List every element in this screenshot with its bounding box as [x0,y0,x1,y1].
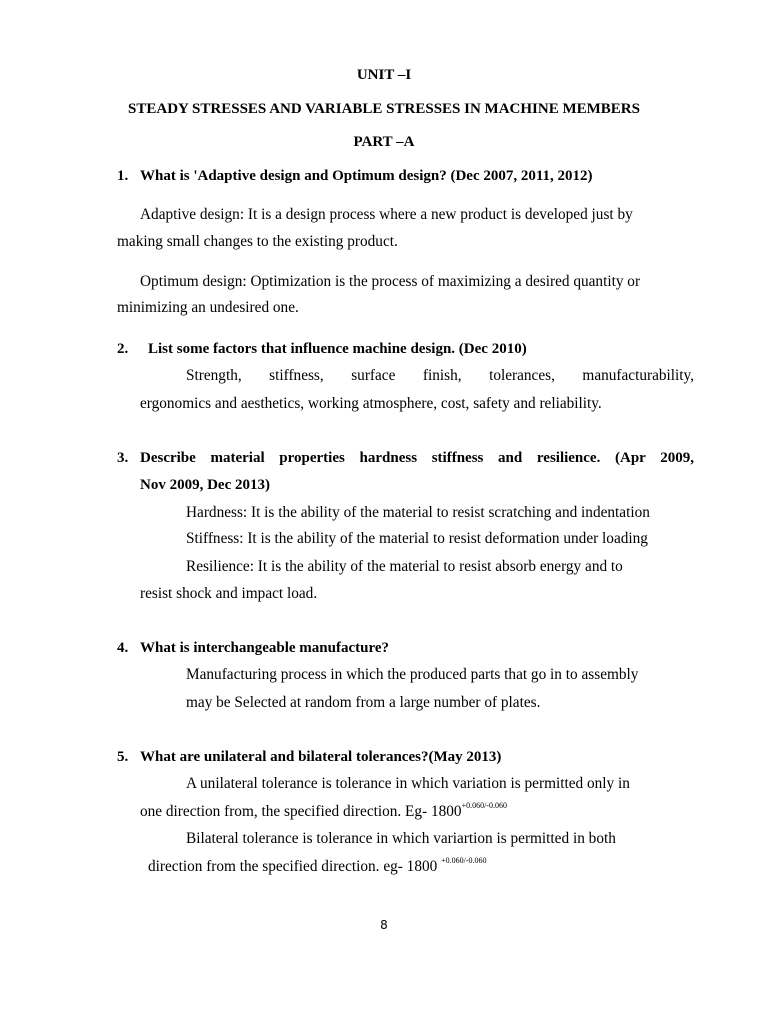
q5-bilateral-tolerance-superscript: +0.060/-0.060 [441,856,487,865]
q1-answer-adaptive-line1: Adaptive design: It is a design process where a new product is developed just by [140,206,633,223]
q4-question: What is interchangeable manufacture? [140,640,390,656]
q3-number: 3. [117,450,129,466]
q1-answer-adaptive-line2: making small changes to the existing product. [117,233,398,250]
q3-question-line1: Describe material properties hardness stiffness and resilience. (Apr 2009, [140,450,694,466]
q2-answer-line1: Strength, stiffness, surface finish, tolerances, manufacturability, [186,367,694,384]
unit-heading: UNIT –I [356,67,412,83]
q5-bilateral-line2 [148,858,487,876]
page-number: 8 [380,918,388,932]
q2-answer-line2: ergonomics and aesthetics, working atmosphere, cost, safety and reliability. [140,395,602,412]
q4-number: 4. [117,640,129,656]
q3-question-line2: Nov 2009, Dec 2013) [140,477,270,493]
q3-answer-hardness: Hardness: It is the ability of the material to resist scratching and indentation [186,504,650,521]
part-heading: PART –A [353,134,415,150]
q1-question: What is 'Adaptive design and Optimum design? (Dec 2007, 2011, 2012) [140,168,593,184]
q1-answer-optimum-line1: Optimum design: Optimization is the process of maximizing a desired quantity or [140,273,641,290]
q3-answer-stiffness: Stiffness: It is the ability of the material to resist deformation under loading [186,530,648,547]
q5-unilateral-line1: A unilateral tolerance is tolerance in which variation is permitted only in [186,775,630,792]
q5-unilateral-tolerance-superscript: +0.060/-0.060 [461,801,507,810]
q3-answer-resilience-line1: Resilience: It is the ability of the material to resist absorb energy and to [186,558,623,575]
q5-bilateral-example: direction from the specified direction. eg- 1800 [148,858,442,875]
q5-unilateral-example: one direction from, the specified direction. Eg- 1800 [140,803,462,820]
q3-answer-resilience-line2: resist shock and impact load. [140,585,318,602]
q5-number: 5. [117,749,129,765]
q2-question: List some factors that influence machine design. (Dec 2010) [148,341,527,357]
q1-answer-optimum-line2: minimizing an undesired one. [117,299,299,316]
chapter-title: STEADY STRESSES AND VARIABLE STRESSES IN MACHINE MEMBERS [128,101,640,117]
q5-unilateral-line2 [140,803,507,821]
q4-answer-line1: Manufacturing process in which the produced parts that go in to assembly [186,666,639,683]
q2-number: 2. [117,341,129,357]
q5-bilateral-line1: Bilateral tolerance is tolerance in which variartion is permitted in both [186,830,616,847]
q5-question: What are unilateral and bilateral tolerances?(May 2013) [140,749,502,765]
q4-answer-line2: may be Selected at random from a large number of plates. [186,694,541,711]
q1-number: 1. [117,168,129,184]
